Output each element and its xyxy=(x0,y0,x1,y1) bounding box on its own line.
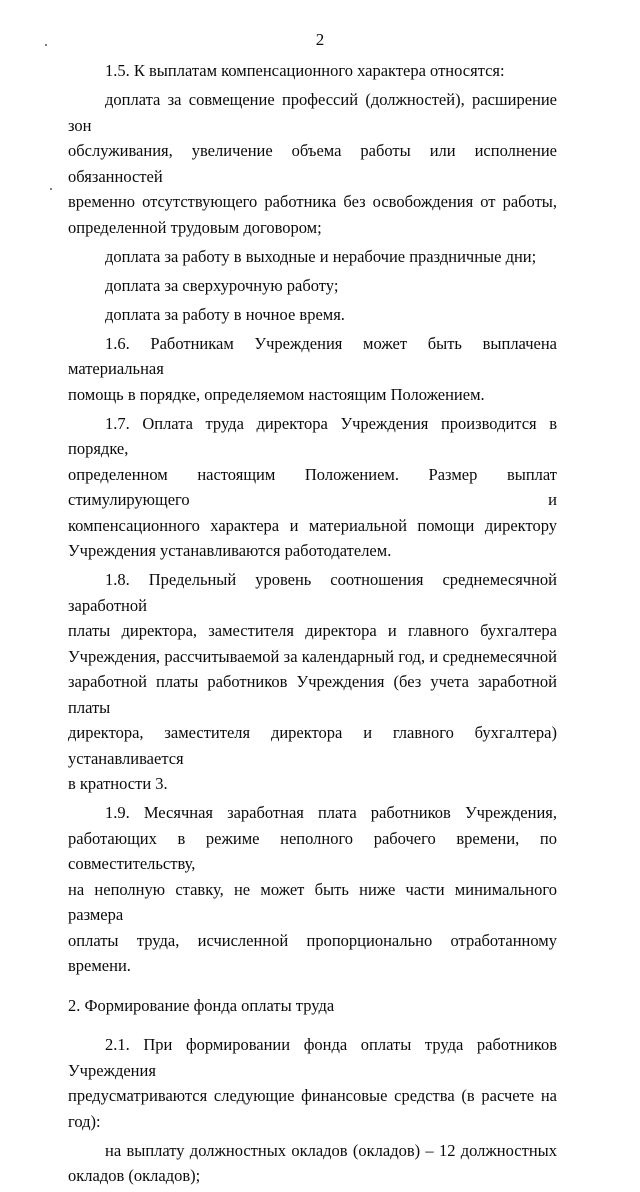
text-line: Учреждения, рассчитываемой за календарный год, и среднемесячной xyxy=(68,646,557,666)
text-line: работающих в режиме неполного рабочего времени, по совместительству, xyxy=(68,828,557,873)
paragraph-p5 xyxy=(68,302,557,328)
text-line: на выплату должностных окладов (окладов) – 12 должностных xyxy=(105,1140,557,1160)
text-line: временно отсутствующего работника без освобождения от работы, xyxy=(68,192,557,211)
text-line: 1.6. Работникам Учреждения может быть выплачена материальная xyxy=(68,333,557,378)
text-line: 1.7. Оплата труда директора Учреждения производится в порядке, xyxy=(68,413,557,458)
text-line: обслуживания, увеличение объема работы или исполнение обязанностей xyxy=(68,141,557,186)
text-line: доплата за работу в ночное время. xyxy=(105,304,345,324)
paragraph-p9 xyxy=(68,800,557,979)
text-line: доплата за работу в выходные и нерабочие праздничные дни; xyxy=(105,246,537,266)
paragraph-p8 xyxy=(68,567,557,797)
text-line: окладов (окладов); xyxy=(68,1166,201,1185)
text-line: на неполную ставку, не может быть ниже части минимального размера xyxy=(68,879,557,924)
text-line: помощь в порядке, определяемом настоящим Положением. xyxy=(68,384,485,404)
section-heading xyxy=(68,993,557,1019)
text-line: 2.1. При формировании фонда оплаты труда работников Учреждения xyxy=(68,1035,557,1080)
text-line: Учреждения устанавливаются работодателем. xyxy=(68,541,392,560)
text-line: 2. Формирование фонда оплаты труда xyxy=(68,995,335,1015)
text-line: директора, заместителя директора и главного бухгалтера) устанавливается xyxy=(68,723,557,768)
text-line: компенсационного характера и материальной помощи директору xyxy=(68,515,557,535)
text-line: определенной трудовым договором; xyxy=(68,217,322,237)
text-line: предусматриваются следующие финансовые средства (в расчете на год): xyxy=(68,1086,557,1131)
text-line: в кратности 3. xyxy=(68,774,168,793)
text-line: платы директора, заместителя директора и главного бухгалтера xyxy=(68,621,557,640)
paragraph-p6 xyxy=(68,331,557,408)
text-line: заработной платы работников Учреждения (без учета заработной платы xyxy=(68,672,557,717)
text-line: определенном настоящим Положением. Размер выплат стимулирующего и xyxy=(68,464,557,509)
paragraph-p10 xyxy=(68,1032,557,1134)
paragraph-p7 xyxy=(68,411,557,564)
text-line: 1.9. Месячная заработная плата работников Учреждения, xyxy=(105,803,557,822)
paragraph-p3 xyxy=(68,244,557,270)
scan-speck xyxy=(50,188,52,190)
text-line: 1.8. Предельный уровень соотношения среднемесячной заработной xyxy=(68,570,557,615)
text-line: доплата за совмещение профессий (должностей), расширение зон xyxy=(68,90,557,135)
paragraph-p2 xyxy=(68,87,557,240)
paragraph-p11 xyxy=(68,1138,557,1189)
paragraph-p1 xyxy=(68,58,557,84)
paragraph-p4 xyxy=(68,273,557,299)
text-line: доплата за сверхурочную работу; xyxy=(105,275,339,295)
document-body xyxy=(68,58,557,1192)
page-number: 2 xyxy=(315,30,325,49)
scan-speck xyxy=(45,44,47,46)
text-line: оплаты труда, исчисленной пропорционально отработанному времени. xyxy=(68,930,557,975)
text-line: 1.5. К выплатам компенсационного характера относятся: xyxy=(105,61,505,80)
